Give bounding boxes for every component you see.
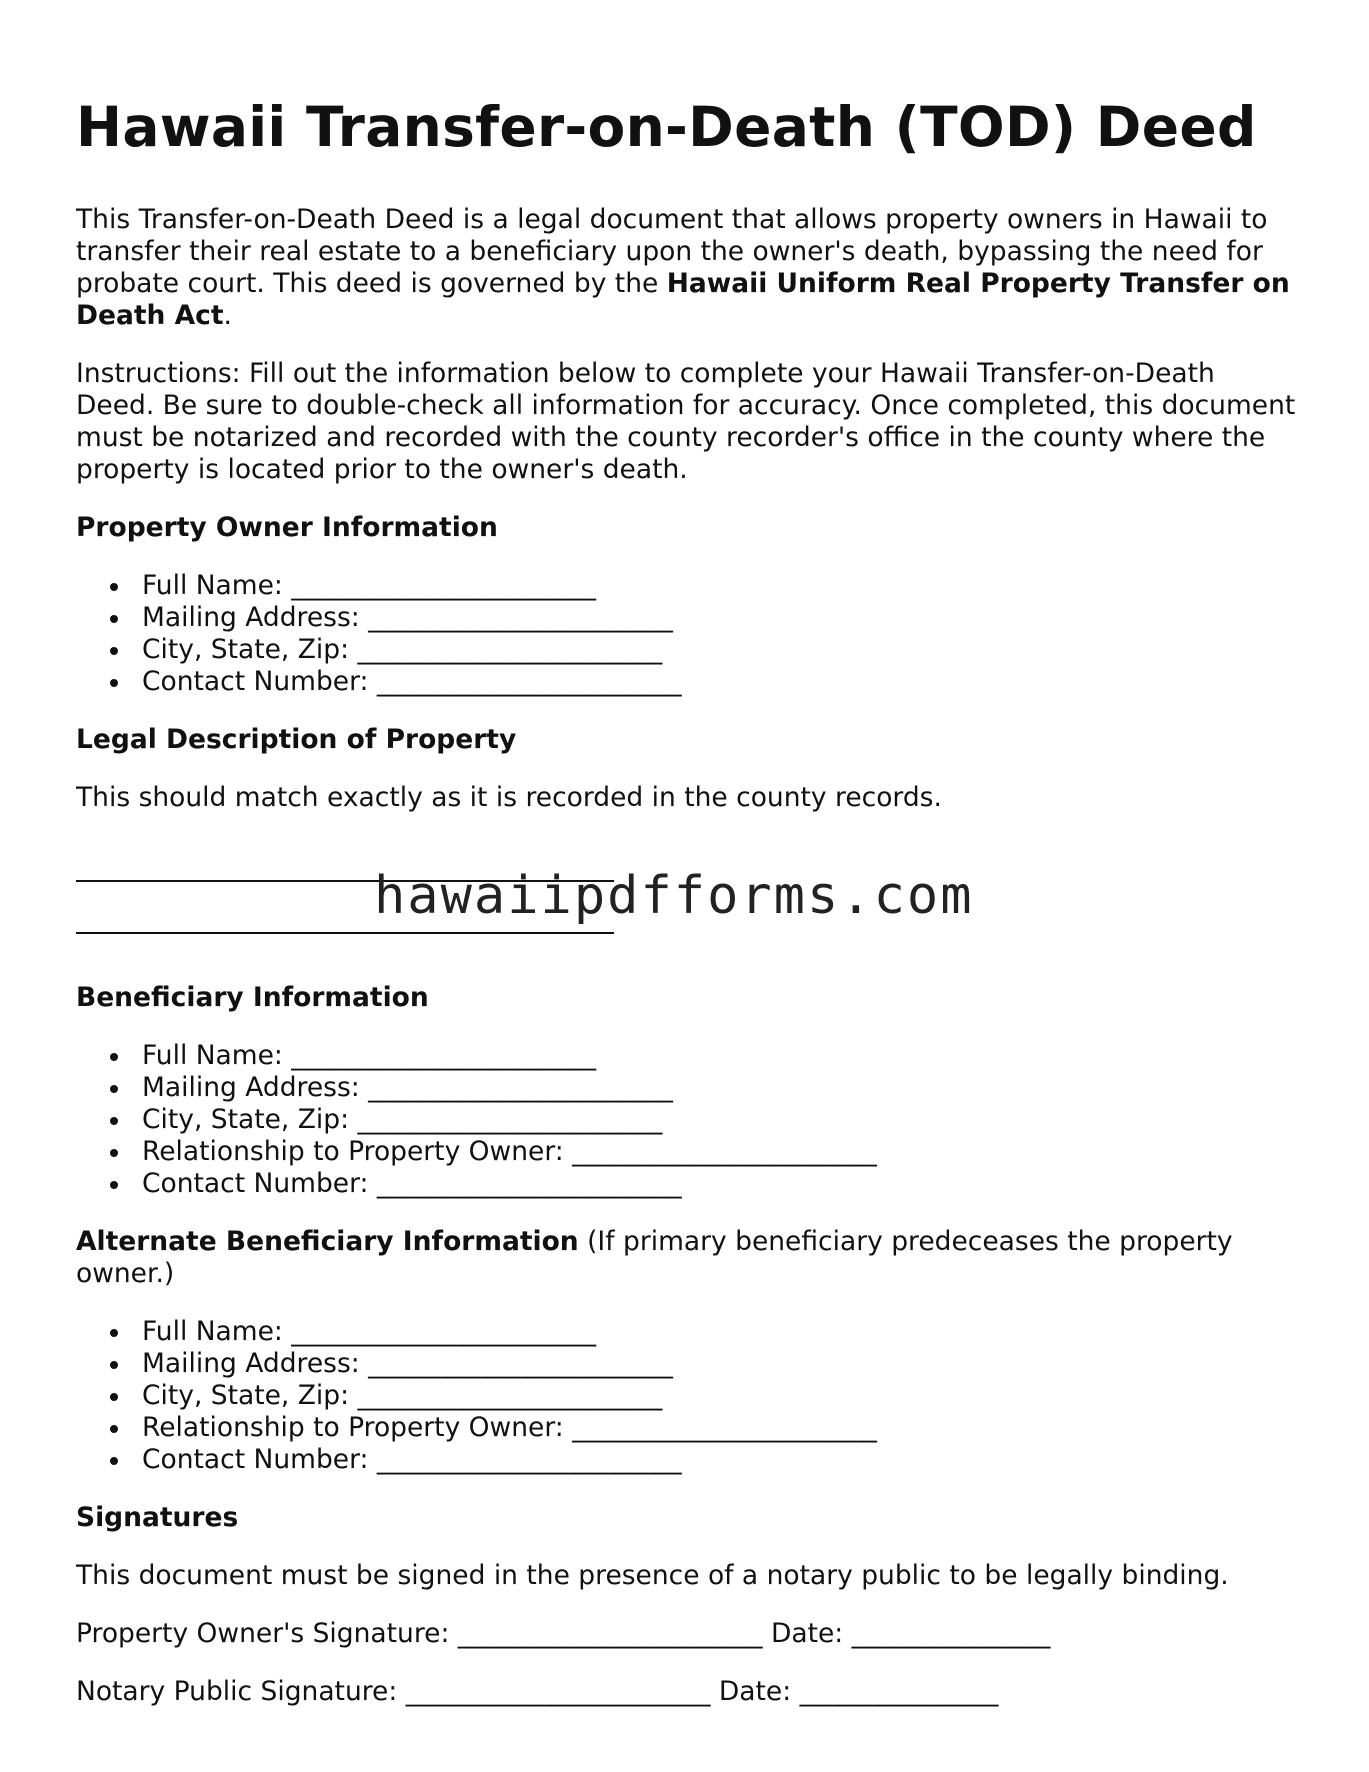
- beneficiary-contact-number-field: Contact Number: _______________________: [142, 1168, 682, 1199]
- bullet-icon: [110, 1329, 118, 1337]
- bullet-icon: [110, 1457, 118, 1465]
- beneficiary-field-list: [76, 1040, 1296, 1200]
- list-item[interactable]: [110, 1316, 1296, 1348]
- legal-description-field[interactable]: [76, 840, 1296, 956]
- beneficiary-relationship-field: Relationship to Property Owner: _______________________: [142, 1136, 877, 1167]
- bullet-icon: [110, 583, 118, 591]
- page-title: Hawaii Transfer-on-Death (TOD) Deed: [76, 95, 1257, 159]
- owner-contact-number-field: Contact Number: _______________________: [142, 666, 682, 697]
- list-item[interactable]: [110, 1104, 1296, 1136]
- list-item[interactable]: [110, 1136, 1296, 1168]
- bullet-icon: [110, 647, 118, 655]
- list-item[interactable]: [110, 1040, 1296, 1072]
- list-item[interactable]: [110, 1412, 1296, 1444]
- intro-period: .: [223, 300, 232, 331]
- bullet-icon: [110, 615, 118, 623]
- bullet-icon: [110, 1181, 118, 1189]
- alternate-heading-note: (If primary beneficiary predeceases the property owner.): [76, 1226, 1233, 1289]
- intro-text: This Transfer-on-Death Deed is a legal document that allows property owners in Hawaii to transfer their real estate to a beneficiary upon the owner's death, bypassing the need for probate court. This deed is governed by the: [76, 204, 1268, 299]
- list-item[interactable]: [110, 666, 1296, 698]
- list-item[interactable]: [110, 602, 1296, 634]
- alternate-relationship-field: Relationship to Property Owner: _______________________: [142, 1412, 877, 1443]
- list-item[interactable]: [110, 1348, 1296, 1380]
- list-item[interactable]: [110, 634, 1296, 666]
- bullet-icon: [110, 1117, 118, 1125]
- owner-mailing-address-field: Mailing Address: _______________________: [142, 602, 673, 633]
- signatures-note: This document must be signed in the presence of a notary public to be legally binding.: [76, 1560, 1229, 1591]
- bullet-icon: [110, 1425, 118, 1433]
- beneficiary-mailing-address-field: Mailing Address: _______________________: [142, 1072, 673, 1103]
- list-item[interactable]: [110, 1444, 1296, 1476]
- owner-section-heading: Property Owner Information: [76, 512, 498, 543]
- bullet-icon: [110, 1053, 118, 1061]
- bullet-icon: [110, 1361, 118, 1369]
- instructions-paragraph: Instructions: Fill out the information below to complete your Hawaii Transfer-on-Death Deed. Be sure to double-check all information for accuracy. Once completed, this document must be notarized and recorded with the county recorder's office in the county where the property is located prior to the owner's death.: [76, 358, 1296, 485]
- beneficiary-city-state-zip-field: City, State, Zip: _______________________: [142, 1104, 663, 1135]
- beneficiary-section-heading: Beneficiary Information: [76, 982, 429, 1013]
- deed-form: [76, 92, 1296, 1734]
- bullet-icon: [110, 1085, 118, 1093]
- alternate-mailing-address-field: Mailing Address: _______________________: [142, 1348, 673, 1379]
- legal-section-heading: Legal Description of Property: [76, 724, 517, 755]
- alternate-city-state-zip-field: City, State, Zip: _______________________: [142, 1380, 663, 1411]
- alternate-contact-number-field: Contact Number: _______________________: [142, 1444, 682, 1475]
- intro-act-name: Hawaii Uniform Real Property Transfer on Death Act: [76, 268, 1290, 331]
- beneficiary-full-name-field: Full Name: _______________________: [142, 1040, 597, 1071]
- list-item[interactable]: [110, 570, 1296, 602]
- owner-field-list: [76, 570, 1296, 698]
- bullet-icon: [110, 1393, 118, 1401]
- watermark: hawaiipdfforms.com: [374, 866, 974, 926]
- signatures-section-heading: Signatures: [76, 1502, 239, 1533]
- legal-description-line[interactable]: [76, 932, 614, 934]
- owner-signature-field[interactable]: Property Owner's Signature: _______________________ Date: _______________: [76, 1618, 1051, 1649]
- notary-signature-field[interactable]: Notary Public Signature: _______________________ Date: _______________: [76, 1676, 999, 1707]
- owner-city-state-zip-field: City, State, Zip: _______________________: [142, 634, 663, 665]
- legal-note: This should match exactly as it is recorded in the county records.: [76, 782, 942, 813]
- list-item[interactable]: [110, 1168, 1296, 1200]
- list-item[interactable]: [110, 1072, 1296, 1104]
- alternate-section-heading: [76, 1226, 1296, 1290]
- alternate-heading-label: Alternate Beneficiary Information: [76, 1226, 579, 1257]
- list-item[interactable]: [110, 1380, 1296, 1412]
- bullet-icon: [110, 679, 118, 687]
- owner-full-name-field: Full Name: _______________________: [142, 570, 597, 601]
- bullet-icon: [110, 1149, 118, 1157]
- alternate-field-list: [76, 1316, 1296, 1476]
- intro-paragraph: [76, 204, 1296, 332]
- alternate-full-name-field: Full Name: _______________________: [142, 1316, 597, 1347]
